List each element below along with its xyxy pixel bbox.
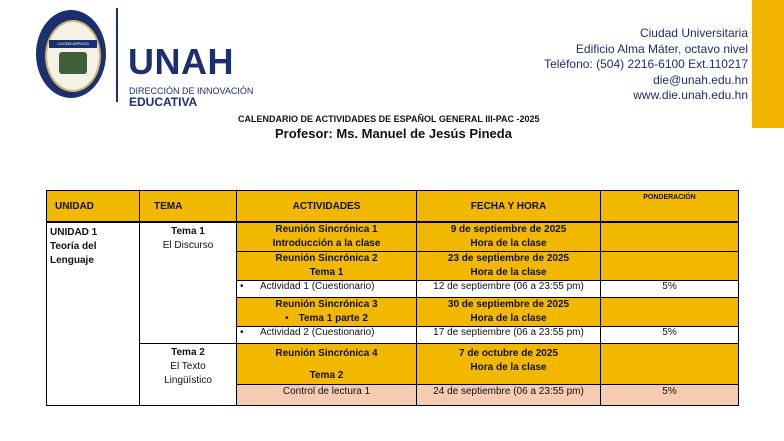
weight-cell [601, 298, 739, 327]
date-cell: 12 de septiembre (06 a 23:55 pm) [417, 281, 601, 298]
date-line: 9 de septiembre de 2025 [450, 224, 567, 235]
unah-seal-logo [36, 10, 106, 98]
accent-bar [752, 0, 784, 128]
date-cell [417, 344, 601, 385]
bullet: • [240, 281, 244, 292]
date-line: Hora de la clase [470, 238, 547, 249]
date-line: Hora de la clase [470, 267, 547, 278]
date-cell: 24 de septiembre (06 a 23:55 pm) [417, 385, 601, 406]
activity-text: Actividad 2 (Cuestionario) [260, 327, 375, 338]
date-line: 30 de septiembre de 2025 [447, 299, 570, 310]
bullet: • [240, 327, 244, 338]
contact-info [544, 26, 748, 104]
activity-line: Reunión Sincrónica 1 [275, 224, 378, 235]
activity-text: Actividad 1 (Cuestionario) [260, 281, 375, 292]
date-cell: 17 de septiembre (06 a 23:55 pm) [417, 327, 601, 344]
contact-address: Ciudad Universitaria [639, 26, 748, 40]
topic-1-name: Tema 1 [171, 226, 205, 237]
activity-cell [237, 252, 417, 281]
table-row [47, 344, 739, 385]
date-cell [417, 298, 601, 327]
activity-cell [237, 281, 417, 298]
seal-motto: LUCEM ASPICIO [49, 40, 97, 48]
header-tema: TEMA [140, 191, 237, 223]
org-name: UNAH [128, 41, 234, 82]
activity-cell [237, 298, 417, 327]
date-line: 23 de septiembre de 2025 [447, 253, 570, 264]
weight-cell: 5% [601, 385, 739, 406]
activity-line [240, 312, 413, 326]
header-actividades: ACTIVIDADES [237, 191, 417, 223]
activity-subtopic: Tema 1 parte 2 [298, 313, 368, 324]
weight-cell [601, 222, 739, 252]
date-cell [417, 252, 601, 281]
header-fecha: FECHA Y HORA [417, 191, 601, 223]
topic-2-name: Tema 2 [171, 347, 205, 358]
activity-cell: Control de lectura 1 [237, 385, 417, 406]
table-row [47, 222, 739, 252]
header-ponderacion: PONDERACIÓN [601, 191, 739, 223]
professor-name: Profesor: Ms. Manuel de Jesús Pineda [275, 126, 512, 141]
contact-phone: Teléfono: (504) 2216-6100 Ext.110217 [544, 57, 748, 71]
topic-2-cell [140, 344, 237, 406]
unit-title-2: Lenguaje [50, 255, 94, 266]
activity-line: Reunión Sincrónica 3 [275, 299, 378, 310]
unit-title-1: Teoría del [50, 241, 97, 252]
date-line: 7 de octubre de 2025 [459, 348, 558, 359]
contact-website[interactable]: www.die.unah.edu.hn [633, 88, 748, 102]
topic-1-cell [140, 222, 237, 344]
weight-cell [601, 344, 739, 385]
topic-1-desc: El Discurso [162, 240, 214, 251]
date-line: Hora de la clase [470, 313, 547, 324]
contact-building: Edificio Alma Máter, octavo nivel [575, 41, 748, 56]
activity-line: Tema 1 [309, 267, 344, 278]
contact-email[interactable]: die@unah.edu.hn [653, 72, 748, 87]
activity-cell [237, 327, 417, 344]
header-unidad: UNIDAD [47, 191, 140, 223]
unit-cell [47, 222, 140, 406]
dept-line-1: DIRECCIÓN DE INNOVACIÓN [129, 86, 254, 96]
weight-cell [601, 252, 739, 281]
topic-2-desc-2: Lingüístico [164, 375, 212, 386]
activity-cell [237, 344, 417, 385]
document-title: CALENDARIO DE ACTIVIDADES DE ESPAÑOL GENERAL III-PAC -2025 [238, 114, 540, 124]
date-line: Hora de la clase [470, 362, 547, 373]
activity-line: Reunión Sincrónica 4 [275, 348, 378, 359]
weight-cell: 5% [601, 327, 739, 344]
dept-line-2: EDUCATIVA [129, 95, 198, 109]
unit-label: UNIDAD 1 [50, 227, 98, 238]
activity-cell [237, 222, 417, 252]
activity-line: Tema 2 [309, 370, 344, 381]
date-cell [417, 222, 601, 252]
bullet: • [285, 313, 289, 324]
activities-table [46, 190, 739, 406]
table-header-row [47, 191, 739, 223]
activity-line: Reunión Sincrónica 2 [275, 253, 378, 264]
topic-2-desc-1: El Texto [170, 361, 206, 372]
weight-cell: 5% [601, 281, 739, 298]
header-divider [116, 8, 118, 102]
activity-line: Introducción a la clase [272, 238, 381, 249]
